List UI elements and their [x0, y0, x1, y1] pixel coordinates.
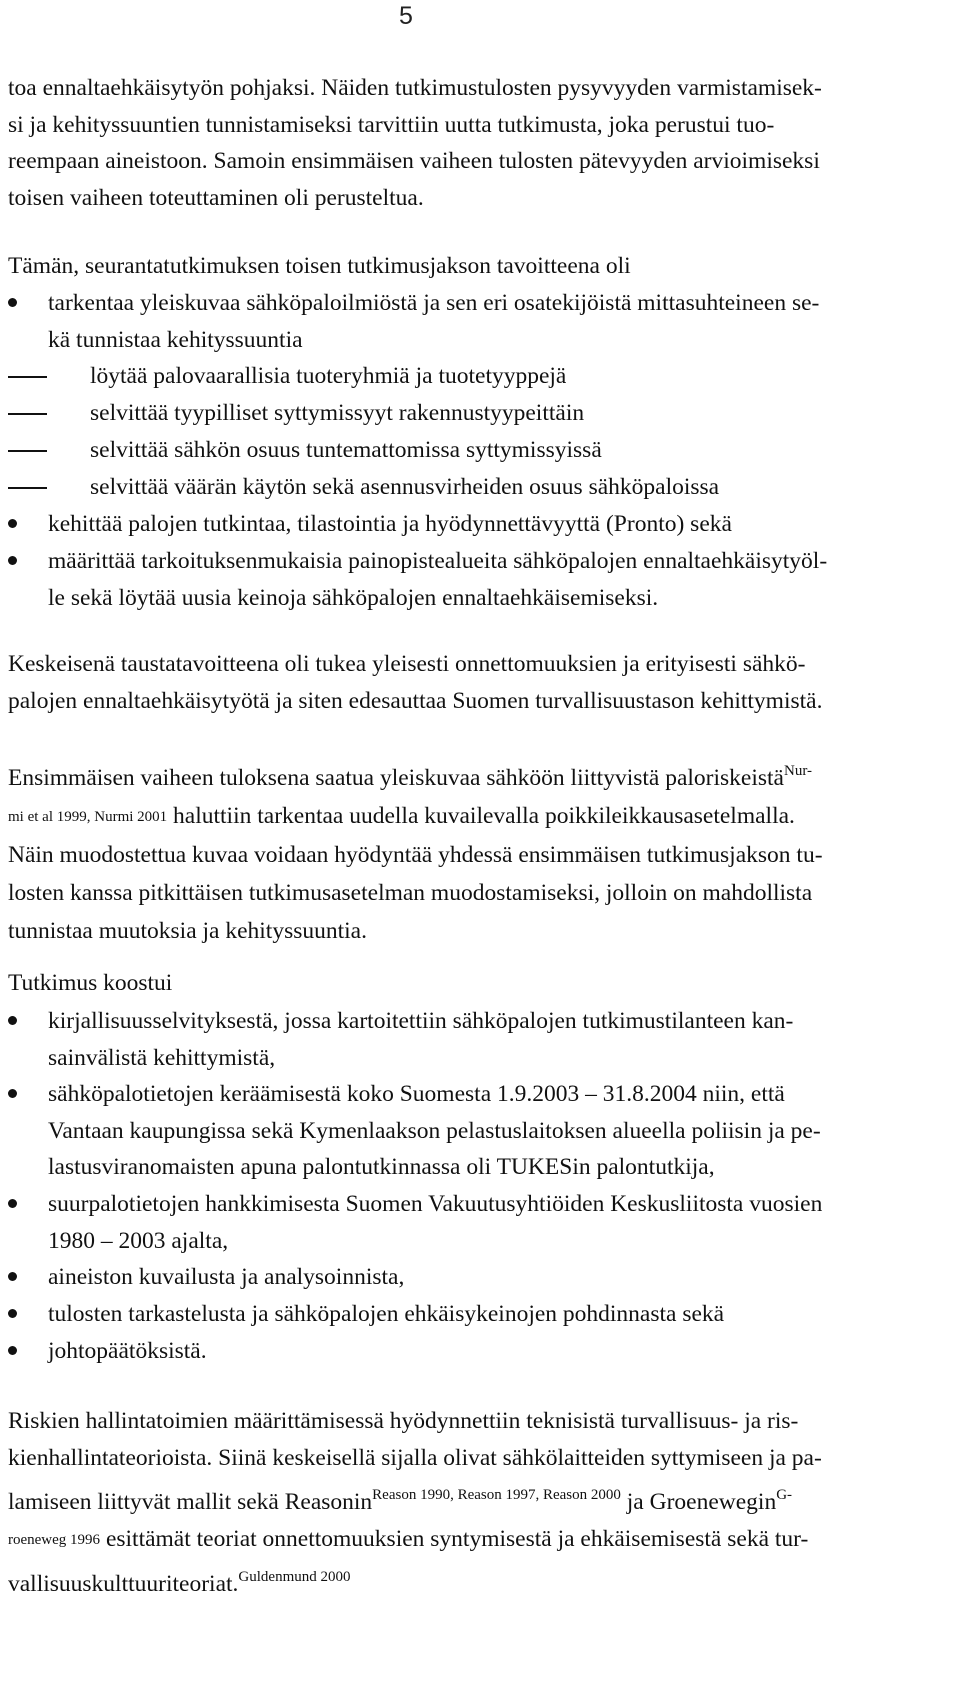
- list-item: [8, 1259, 943, 1296]
- text-line: [8, 797, 943, 836]
- list-item: [8, 543, 943, 616]
- bullet-icon: [8, 556, 17, 565]
- list-subitem: [8, 358, 943, 395]
- text-line: reempaan aineistoon. Samoin ensimmäisen vaiheen tulosten pätevyyden arvioimiseksi: [8, 148, 820, 174]
- bullet-icon: [8, 1016, 17, 1025]
- text-line: löytää palovaarallisia tuoteryhmiä ja tuotetyyppejä: [90, 363, 567, 389]
- list-subitem: [8, 395, 943, 432]
- list-item: [8, 1186, 943, 1259]
- text-line: Keskeisenä taustatavoitteena oli tukea yleisesti onnettomuuksien ja erityisesti sähkö-: [8, 651, 806, 677]
- citation: Guldenmund 2000: [238, 1569, 351, 1585]
- text-line: suurpalotietojen hankkimisesta Suomen Vakuutusyhtiöiden Keskusliitosta vuosien: [48, 1191, 823, 1217]
- list-item: [8, 1296, 943, 1333]
- text-line: [8, 752, 943, 797]
- text-line: [8, 1521, 943, 1559]
- paragraph-6: [8, 1403, 943, 1603]
- text-line: kienhallintateorioista. Siinä keskeisellä sijalla olivat sähkölaitteiden syttymiseen ja pa-: [8, 1445, 822, 1471]
- text-line: määrittää tarkoituksenmukaisia painopistealueita sähköpalojen ennaltaehkäisytyöl-: [48, 548, 828, 574]
- citation: roeneweg 1996: [8, 1532, 101, 1548]
- text-line: selvittää tyypilliset syttymissyyt rakennustyypeittäin: [90, 400, 585, 426]
- text-line: kehittää palojen tutkintaa, tilastointia ja hyödynnettävyyttä (Pronto) sekä: [48, 511, 732, 537]
- citation: Reason 1990, Reason 1997, Reason 2000: [372, 1487, 621, 1503]
- dash-icon: [8, 376, 47, 378]
- bullet-icon: [8, 298, 17, 307]
- text-run: lamiseen liittyvät mallit sekä Reasonin: [8, 1489, 373, 1515]
- text-run: vallisuuskulttuuriteoriat.: [8, 1571, 239, 1597]
- bullet-icon: [8, 1199, 17, 1208]
- dash-icon: [8, 487, 47, 489]
- text-run: Ensimmäisen vaiheen tuloksena saatua yleiskuvaa sähköön liittyvistä paloriskeistä: [8, 765, 784, 791]
- text-line: johtopäätöksistä.: [48, 1338, 207, 1364]
- text-run: ja Groenewegin: [620, 1489, 777, 1515]
- paragraph-5-intro: Tutkimus koostui: [8, 970, 173, 996]
- text-run: haluttiin tarkentaa uudella kuvailevalla poikkileikkausasetelmalla.: [167, 803, 795, 829]
- text-line: aineiston kuvailusta ja analysoinnista,: [48, 1264, 405, 1290]
- text-line: selvittää sähkön osuus tuntemattomissa syttymissyissä: [90, 437, 602, 463]
- dash-icon: [8, 450, 47, 452]
- bullet-icon: [8, 1272, 17, 1281]
- text-line: lastusviranomaisten apuna palontutkinnassa oli TUKESin palontutkija,: [48, 1154, 715, 1180]
- paragraph-3: [8, 646, 943, 719]
- paragraph-1: [8, 70, 943, 216]
- list-item: [8, 1333, 943, 1370]
- text-line: le sekä löytää uusia keinoja sähköpalojen ennaltaehkäisemiseksi.: [48, 584, 659, 611]
- bullet-icon: [8, 1346, 17, 1355]
- bullet-icon: [8, 519, 17, 528]
- list-item: [8, 506, 943, 543]
- text-line: tarkentaa yleiskuvaa sähköpaloilmiöstä ja sen eri osatekijöistä mittasuhteineen se-: [48, 290, 820, 316]
- text-line: kä tunnistaa kehityssuuntia: [48, 326, 303, 353]
- text-line: kirjallisuusselvityksestä, jossa kartoitettiin sähköpalojen tutkimustilanteen kan-: [48, 1008, 794, 1034]
- list-item: [8, 1076, 943, 1186]
- bullet-icon: [8, 1309, 17, 1318]
- paragraph-4: [8, 752, 943, 950]
- text-line: tunnistaa muutoksia ja kehityssuuntia.: [8, 918, 367, 944]
- text-line: sainvälistä kehittymistä,: [48, 1044, 276, 1071]
- text-line: si ja kehityssuuntien tunnistamiseksi tarvittiin uutta tutkimusta, joka perustui tuo-: [8, 111, 775, 138]
- text-line: toisen vaiheen toteuttaminen oli perusteltua.: [8, 184, 424, 211]
- text-line: palojen ennaltaehkäisytyötä ja siten edesauttaa Suomen turvallisuustason kehittymistä.: [8, 687, 823, 714]
- paragraph-2-intro: Tämän, seurantatutkimuksen toisen tutkimusjakson tavoitteena oli: [8, 253, 631, 279]
- text-line: [8, 1477, 943, 1521]
- text-line: sähköpalotietojen keräämisestä koko Suomesta 1.9.2003 – 31.8.2004 niin, että: [48, 1081, 785, 1107]
- text-run: esittämät teoriat onnettomuuksien syntymisestä ja ehkäisemisestä sekä tur-: [100, 1526, 809, 1552]
- text-line: losten kanssa pitkittäisen tutkimusasetelman muodostamiseksi, jolloin on mahdollista: [8, 880, 813, 906]
- text-line: tulosten tarkastelusta ja sähköpalojen ehkäisykeinojen pohdinnasta sekä: [48, 1301, 725, 1327]
- list-item: [8, 1003, 943, 1076]
- list-subitem: [8, 469, 943, 506]
- text-line: selvittää väärän käytön sekä asennusvirheiden osuus sähköpaloissa: [90, 474, 720, 500]
- text-line: 1980 – 2003 ajalta,: [48, 1227, 229, 1254]
- page-number: 5: [399, 2, 413, 30]
- text-line: Riskien hallintatoimien määrittämisessä hyödynnettiin teknisistä turvallisuus- ja ris-: [8, 1408, 799, 1434]
- bullet-icon: [8, 1089, 17, 1098]
- text-line: Vantaan kaupungissa sekä Kymenlaakson pelastuslaitoksen alueella poliisin ja pe-: [48, 1117, 821, 1144]
- citation: Nur-: [783, 763, 813, 779]
- text-line: toa ennaltaehkäisytyön pohjaksi. Näiden tutkimustulosten pysyvyyden varmistamisek-: [8, 75, 822, 101]
- list-subitem: [8, 432, 943, 469]
- citation: mi et al 1999, Nurmi 2001: [8, 809, 168, 825]
- text-line: [8, 1559, 943, 1603]
- citation: G-: [776, 1487, 793, 1503]
- dash-icon: [8, 413, 47, 415]
- list-item: [8, 285, 943, 358]
- text-line: Näin muodostettua kuvaa voidaan hyödyntää yhdessä ensimmäisen tutkimusjakson tu-: [8, 842, 823, 868]
